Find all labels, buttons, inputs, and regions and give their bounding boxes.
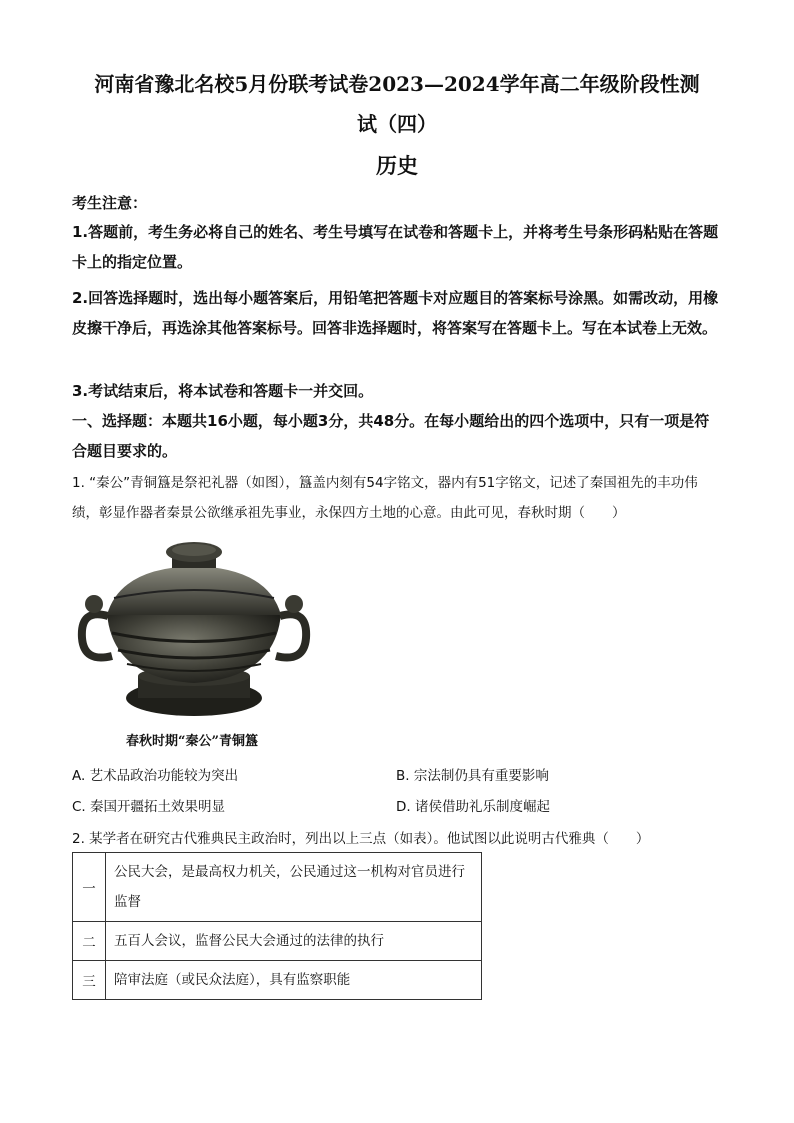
notice-item-2: 2.回答选择题时，选出每小题答案后，用铅笔把答题卡对应题目的答案标号涂黑。如需改动，用橡皮擦干净后，再选涂其他答案标号。回答非选择题时，将答案写在答题卡上。写在本试卷上无效。 (72, 289, 719, 337)
question-1-stem: 1. “秦公”青铜簋是祭祀礼器（如图），簋盖内刻有54字铭文，器内有51字铭文，记述了秦国祖先的丰功伟绩，彰显作器者秦景公欲继承祖先事业，永保四方土地的心意。由此可见，春秋时期（ ） (72, 475, 698, 521)
exam-title-line2: 试（四） (357, 112, 437, 136)
table-row (73, 853, 482, 922)
table-row-text: 陪审法庭（或民众法庭），具有监察职能 (106, 961, 482, 1000)
question-2-table (72, 852, 482, 1000)
table-row-number: 一 (73, 853, 106, 922)
exam-title-line1: 河南省豫北名校5月份联考试卷2023—2024学年高二年级阶段性测 (94, 72, 700, 96)
table-row (73, 922, 482, 961)
option-c: C. 秦国开疆拓土效果明显 (72, 799, 226, 815)
table-row-text: 五百人会议，监督公民大会通过的法律的执行 (106, 922, 482, 961)
notice-item-1: 1.答题前，考生务必将自己的姓名、考生号填写在试卷和答题卡上，并将考生号条形码粘贴在答题卡上的指定位置。 (72, 223, 719, 271)
notice-item-3: 3.考试结束后，将本试卷和答题卡一并交回。 (72, 382, 374, 400)
bronze-gui-image (72, 538, 312, 728)
table-row-text: 公民大会，是最高权力机关，公民通过这一机构对官员进行监督 (106, 853, 482, 922)
exam-subject: 历史 (376, 153, 418, 178)
question-2-stem: 2. 某学者在研究古代雅典民主政治时，列出以上三点（如表）。他试图以此说明古代雅典（ ） (72, 831, 650, 847)
figure-caption: 春秋时期“秦公”青铜簋 (126, 734, 258, 749)
notice-heading: 考生注意： (72, 194, 148, 212)
table-row (73, 961, 482, 1000)
option-b: B. 宗法制仍具有重要影响 (396, 768, 549, 784)
table-row-number: 二 (73, 922, 106, 961)
section-heading: 一、选择题：本题共16小题，每小题3分，共48分。在每小题给出的四个选项中，只有一项是符合题目要求的。 (72, 412, 710, 460)
option-a: A. 艺术品政治功能较为突出 (72, 768, 239, 784)
option-d: D. 诸侯借助礼乐制度崛起 (396, 799, 550, 815)
table-row-number: 三 (73, 961, 106, 1000)
